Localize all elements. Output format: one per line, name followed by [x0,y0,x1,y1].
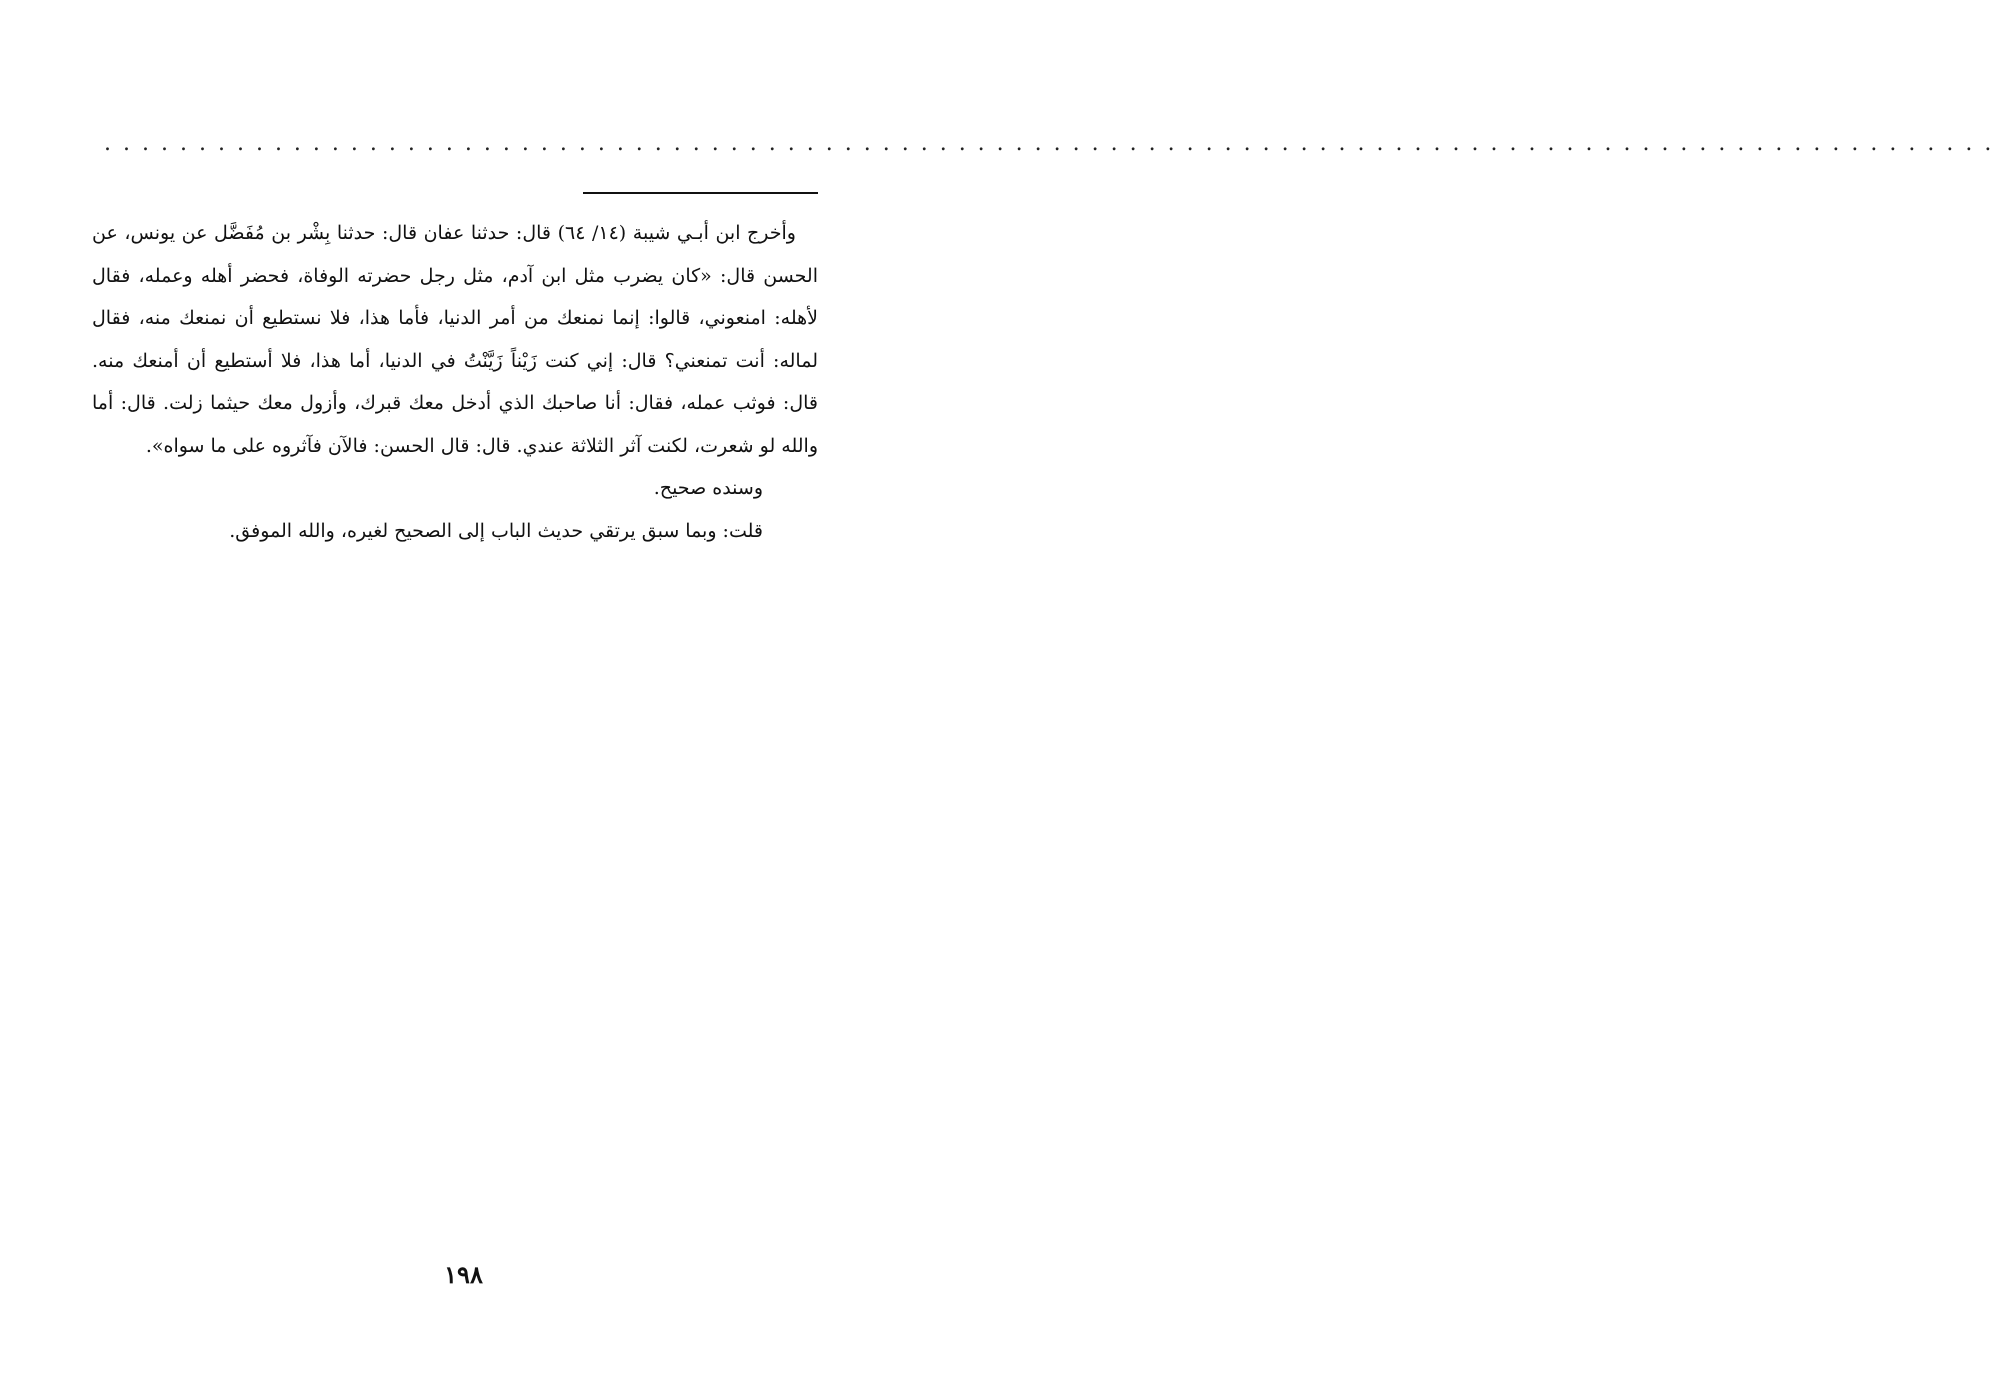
hadith-paragraph: وأخرج ابن أبـي شيبة (١٤/ ٦٤) قال: حدثنا عفان قال: حدثنا بِشْر بن مُفَضَّل عن يونس، عن الحسن قال: «كان يضرب مثل ابن آدم، مثل رجل حضرته الوفاة، فحضر أهله وعمله، فقال لأهله: امنعوني، قالوا: إنما نمنعك من أمر الدنيا، فأما هذا، فلا نستطيع أن نمنعك منه، فقال لماله: أنت تمنعني؟ قال: إني كنت زَيْناً زَيَّنْتُ في الدنيا، أما هذا، فلا أستطيع أن أمنعك منه. قال: فوثب عمله، فقال: أنا صاحبك الذي أدخل معك قبرك، وأزول معك حيثما زلت. قال: أما والله لو شعرت، لكنت آثر الثلاثة عندي. قال: قال الحسن: فالآن فآثروه على ما سواه». [92,222,818,457]
dotted-separator: .................................................................................................... [104,131,2003,156]
page-number: ١٩٨ [444,1260,483,1289]
author-conclusion: قلت: وبما سبق يرتقي حديث الباب إلى الصحيح لغيره، والله الموفق. [229,519,763,542]
footnote-rule [583,192,818,194]
chain-assessment: وسنده صحيح. [653,477,763,499]
text-body [92,212,818,552]
